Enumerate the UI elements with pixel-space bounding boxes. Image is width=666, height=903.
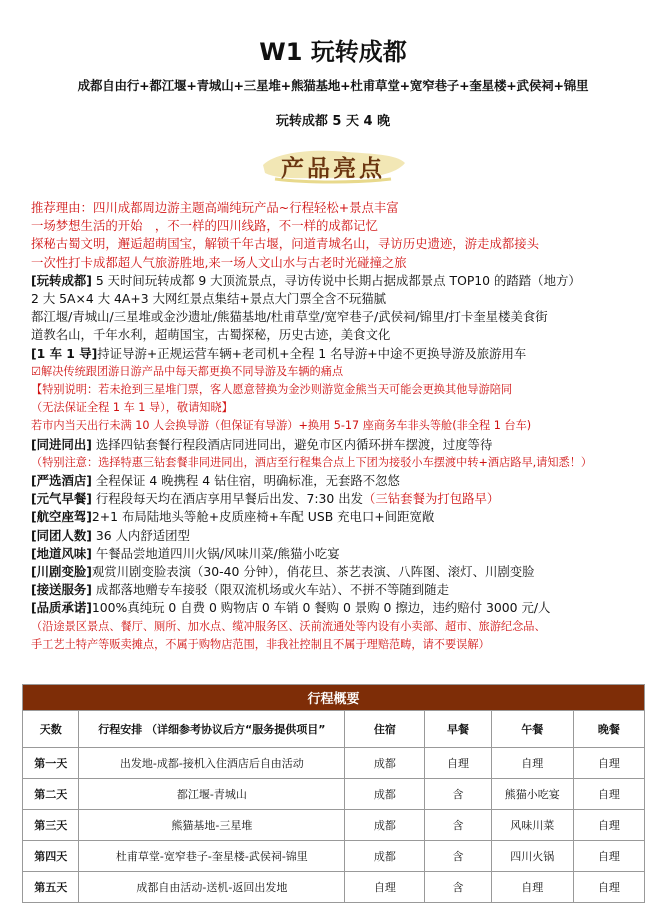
breakfast-tag: [元气早餐] — [31, 491, 92, 507]
hotel-tag: [同进同出] — [31, 436, 92, 452]
highlights-title: 产品亮点 — [281, 155, 385, 182]
promise-line — [31, 599, 643, 617]
breakfast-cell: 含 — [425, 841, 491, 872]
day-cell: 第三天 — [23, 810, 79, 841]
hotel-note: （特别注意：选择特惠三钻套餐非同进同出，酒店至行程集合点上下团为接驳小车摆渡中转+酒店路早,请知悉！） — [31, 455, 593, 469]
food-text: 午餐品尝地道四川火锅/风味川菜/熊猫小吃宴 — [91, 545, 340, 561]
highlights-body — [31, 199, 643, 654]
col-dinner: 晚餐 — [573, 711, 644, 748]
lunch-cell: 自理 — [491, 748, 573, 779]
pickup-line — [31, 581, 643, 599]
table-row — [23, 748, 645, 779]
recommend-line: 探秘古蜀文明，邂逅超萌国宝，解锁千年古堰，问道青城名山，寻访历史遗迹，游走成都接头 — [31, 236, 540, 252]
promise-text: 100%真纯玩 0 自费 0 购物店 0 车销 0 餐购 0 景购 0 擦边，违约赔付 3000 元/人 — [91, 600, 551, 616]
breakfast-cell: 含 — [425, 872, 491, 903]
hotel-cell: 成都 — [345, 748, 425, 779]
day-cell: 第五天 — [23, 872, 79, 903]
day-cell: 第四天 — [23, 841, 79, 872]
col-day: 天数 — [23, 711, 79, 748]
lunch-cell: 四川火锅 — [491, 841, 573, 872]
plan-cell: 出发地-成都-接机入住酒店后自由活动 — [79, 748, 345, 779]
breakfast-cell: 含 — [425, 810, 491, 841]
breakfast-line — [31, 490, 643, 508]
special-note: （无法保证全程 1 车 1 导），敬请知晓】 — [31, 401, 233, 415]
breakfast-cell: 自理 — [425, 748, 491, 779]
hotel-cell: 成都 — [345, 810, 425, 841]
dinner-cell: 自理 — [573, 748, 644, 779]
seat-text: 2+1 布局陆地头等舱+皮质座椅+车配 USB 充电口+间距宽敞 — [91, 509, 435, 525]
play-text: 5 天时间玩转成都 9 大顶流景点，寻访传说中长期占据成都景点 TOP10 的踏踏（地方） — [91, 272, 581, 288]
food-tag: [地道风味] — [31, 545, 92, 561]
play-line: 2 大 5A×4 大 4A+3 大网红景点集结+景点大门票全含不玩猫腻 — [31, 291, 387, 307]
table-row — [23, 810, 645, 841]
itinerary-heading-row — [23, 685, 645, 711]
lunch-cell: 熊猫小吃宴 — [491, 779, 573, 810]
select-hotel-line — [31, 472, 643, 490]
seat-tag: [航空座驾] — [31, 509, 92, 525]
guide-text: 持证导游+正规运营车辆+老司机+全程 1 名导游+中途不更换导游及旅游用车 — [97, 345, 527, 361]
day-cell: 第一天 — [23, 748, 79, 779]
hotel-text: 选择四钻套餐行程段酒店同进同出，避免市区内循环拼车摆渡，过度等待 — [91, 436, 493, 452]
group-line — [31, 527, 643, 545]
guide-line — [31, 345, 643, 363]
hotel-line — [31, 436, 643, 454]
recommend-line: 一场梦想生活的开始 ，不一样的四川线路，不一样的成都记忆 — [31, 218, 378, 234]
hotel-cell: 自理 — [345, 872, 425, 903]
select-tag: [严选酒店] — [31, 473, 92, 489]
play-tag: [玩转成都] — [31, 272, 92, 288]
promise-tag: [品质承诺] — [31, 600, 92, 616]
day-cell: 第二天 — [23, 779, 79, 810]
pickup-text: 成都落地赠专车接驳（限双流机场或火车站）、不拼不等随到随走 — [91, 582, 449, 598]
show-tag: [川剧变脸] — [31, 564, 92, 580]
duration-label: 玩转成都 5 天 4 晚 — [275, 114, 391, 129]
dinner-cell: 自理 — [573, 841, 644, 872]
plan-cell: 成都自由活动-送机-返回出发地 — [79, 872, 345, 903]
play-line: 道教名山，千年水利，超萌国宝，古蜀探秘，历史古迹，美食文化 — [31, 327, 391, 343]
col-hotel: 住宿 — [345, 711, 425, 748]
col-breakfast: 早餐 — [425, 711, 491, 748]
pickup-tag: [接送服务] — [31, 582, 92, 598]
food-line — [31, 545, 643, 563]
play-line: 都江堰/青城山/三星堆或金沙遗址/熊猫基地/杜甫草堂/宽窄巷子/武侯祠/锦里/打卡奎星楼美食街 — [31, 309, 548, 325]
highlights-banner — [257, 143, 409, 187]
route-subtitle: 成都自由行+都江堰+青城山+三星堆+熊猫基地+杜甫草堂+宽窄巷子+奎星楼+武侯祠+锦里 — [77, 78, 589, 93]
plan-cell: 熊猫基地-三星堆 — [79, 810, 345, 841]
disclaimer-line: （沿途景区景点、餐厅、厕所、加水点、缆冲服务区、沃前流通处等内设有小卖部、超市、旅游纪念品、 — [31, 619, 546, 633]
page-title: W1 玩转成都 — [259, 38, 407, 66]
seat-line — [31, 508, 643, 526]
guide-note: ☑解决传统跟团游日游产品中每天都更换不同导游及车辆的痛点 — [31, 364, 344, 378]
breakfast-cell: 含 — [425, 779, 491, 810]
plan-cell: 杜甫草堂-宽窄巷子-奎星楼-武侯祠-锦里 — [79, 841, 345, 872]
hotel-cell: 成都 — [345, 841, 425, 872]
show-line — [31, 563, 643, 581]
plan-cell: 都江堰-青城山 — [79, 779, 345, 810]
col-lunch: 午餐 — [491, 711, 573, 748]
itinerary-heading: 行程概要 — [23, 685, 645, 711]
breakfast-text: 行程段每天均在酒店享用早餐后出发、7:30 出发 — [91, 491, 364, 507]
table-row — [23, 779, 645, 810]
breakfast-note: （三钻套餐为打包路早） — [363, 491, 500, 507]
special-note: 【特别说明：若未抢到三星堆门票，客人愿意替换为金沙则游览金熊当天可能会更换其他导游陪同 — [31, 383, 513, 397]
show-text: 观赏川剧变脸表演（30-40 分钟），俏花旦、茶艺表演、八阵图、滚灯、川剧变脸 — [91, 564, 535, 580]
table-row — [23, 841, 645, 872]
group-tag: [同团人数] — [31, 527, 92, 543]
recommend-line: 一次性打卡成都超人气旅游胜地,来一场人文山水与古老时光碰撞之旅 — [31, 254, 407, 270]
lunch-cell: 风味川菜 — [491, 810, 573, 841]
disclaimer-line: 手工艺土特产等贩卖摊点，不属于购物店范围，非我社控制且不属于理赔范畴，请不要误解） — [31, 637, 490, 651]
dinner-cell: 自理 — [573, 872, 644, 903]
dinner-cell: 自理 — [573, 810, 644, 841]
lunch-cell: 自理 — [491, 872, 573, 903]
dinner-cell: 自理 — [573, 779, 644, 810]
play-line — [31, 272, 643, 290]
itinerary-table — [22, 684, 645, 903]
guide-tag: [1 车 1 导] — [31, 345, 98, 361]
select-text: 全程保证 4 晚携程 4 钻住宿，明确标准，无套路不忽悠 — [91, 473, 400, 489]
table-row — [23, 872, 645, 903]
group-text: 36 人内舒适团型 — [91, 527, 190, 543]
group-size-note: 若市内当天出行未满 10 人会换导游（但保证有导游）+换用 5-17 座商务车非头等舱(非全程 1 台车) — [31, 419, 532, 433]
col-plan: 行程安排 （详细参考协议后方“服务提供项目” — [79, 711, 345, 748]
recommend-line: 推荐理由：四川成都周边游主题高端纯玩产品~行程轻松+景点丰富 — [31, 200, 399, 215]
itinerary-header-row — [23, 711, 645, 748]
hotel-cell: 成都 — [345, 779, 425, 810]
